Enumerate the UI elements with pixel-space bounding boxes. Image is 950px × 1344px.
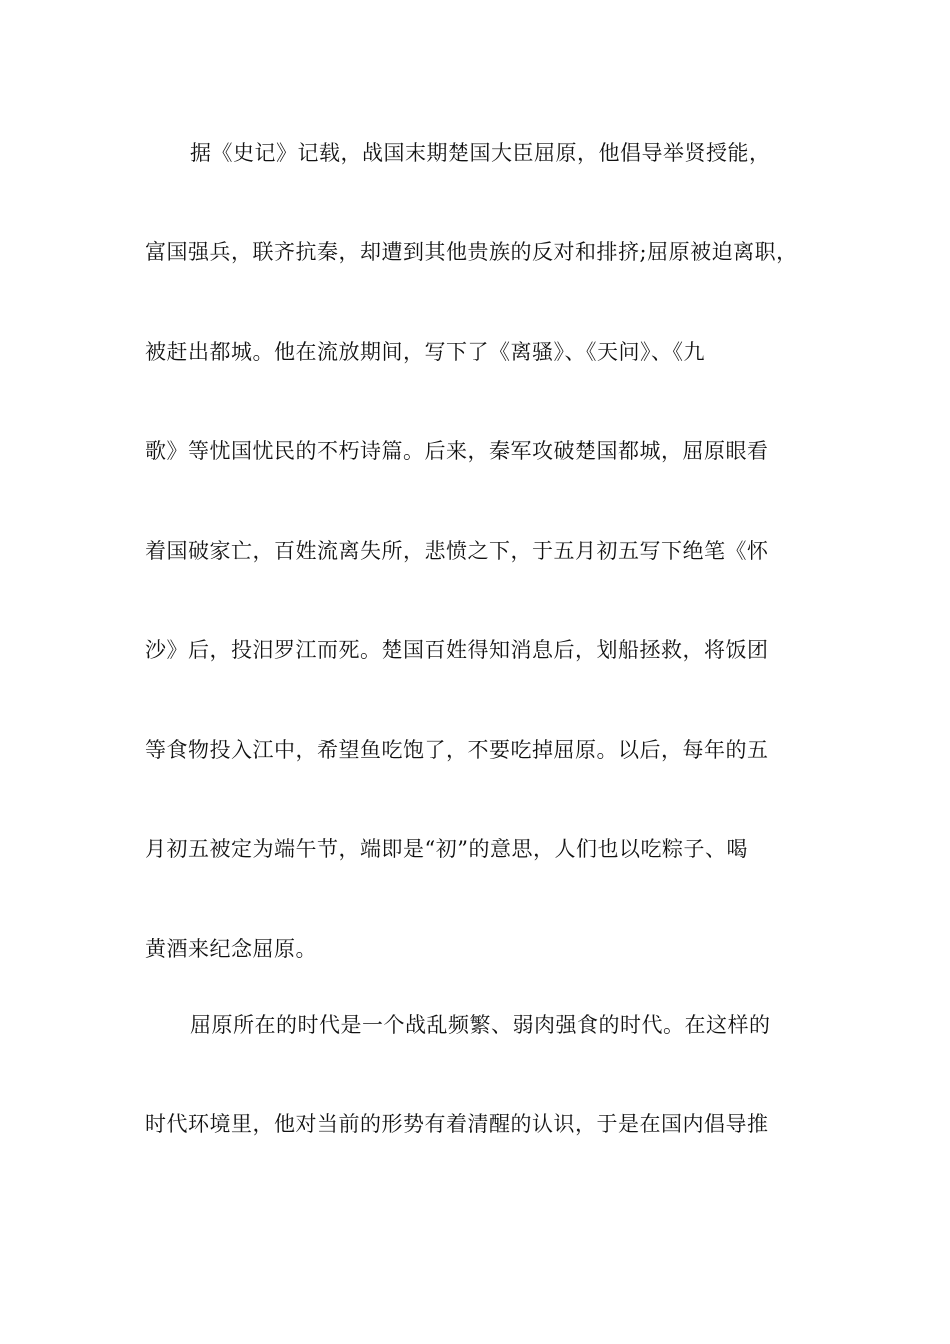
text-line: 富国强兵，联齐抗秦，却遭到其他贵族的反对和排挤;屈原被迫离职， [145,240,798,264]
text-line: 月初五被定为端午节，端即是“初”的意思，人们也以吃粽子、喝 [145,837,748,861]
text-line: 等食物投入江中，希望鱼吃饱了，不要吃掉屈原。以后，每年的五 [145,738,769,762]
text-line: 歌》等忧国忧民的不朽诗篇。后来，秦军攻破楚国都城，屈原眼看 [145,439,769,463]
text-line: 黄酒来纪念屈原。 [145,937,317,961]
text-line: 沙》后，投汨罗江而死。楚国百姓得知消息后，划船拯救，将饭团 [145,638,769,662]
text-line: 被赶出都城。他在流放期间，写下了《离骚》、《天问》、《九 [145,340,705,364]
text-line: 屈原所在的时代是一个战乱频繁、弱肉强食的时代。在这样的 [190,1013,771,1037]
text-line: 据《史记》记载，战国末期楚国大臣屈原，他倡导举贤授能， [190,141,771,165]
text-line: 着国破家亡，百姓流离失所，悲愤之下，于五月初五写下绝笔《怀 [145,539,769,563]
text-line: 时代环境里，他对当前的形势有着清醒的认识，于是在国内倡导推 [145,1112,769,1136]
